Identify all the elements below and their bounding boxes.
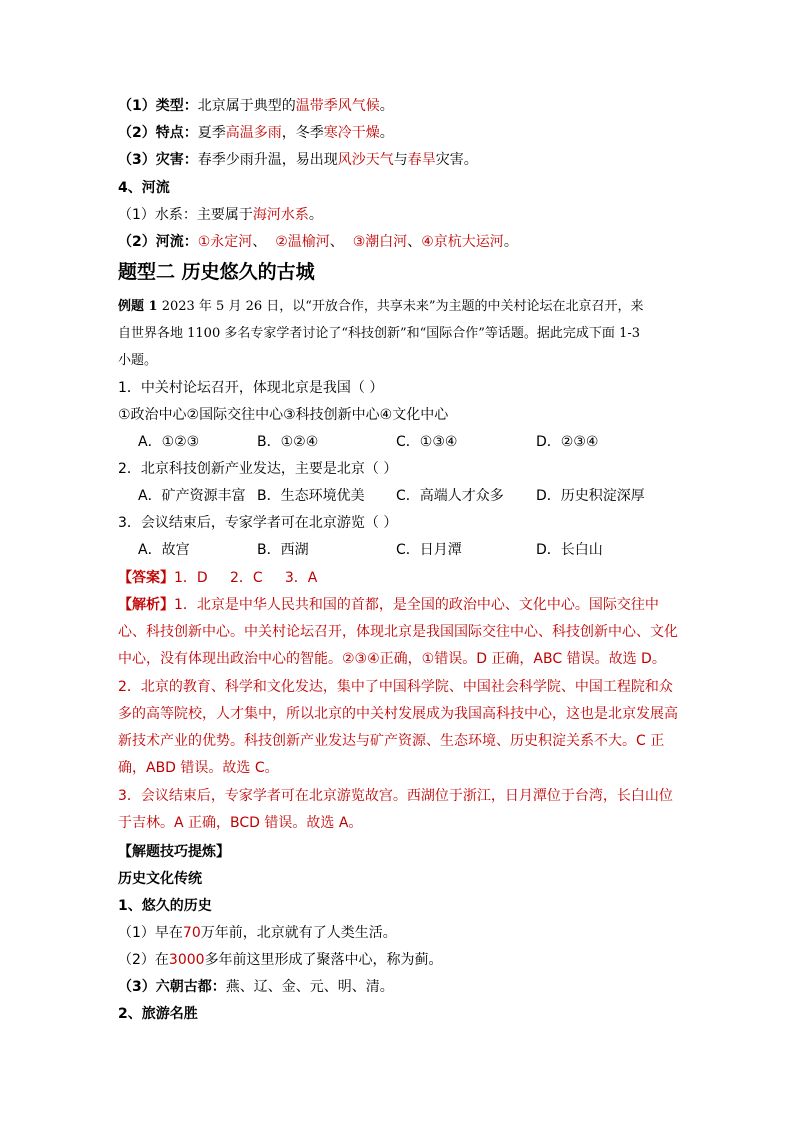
example-text: 2023 年 5 月 26 日，以“开放合作，共享未来”为主题的中关村论坛在北京召开，来 <box>157 299 644 314</box>
keyword: 春旱 <box>407 152 436 168</box>
text: 万年前，北京就有了人类生活。 <box>200 925 397 941</box>
tourism-heading: 2、旅游名胜 <box>118 1006 198 1022</box>
answer-text: 1．D 2．C 3．A <box>174 570 318 586</box>
question-1-stem: 1．中关村论坛召开，体现北京是我国（ ） <box>118 380 384 396</box>
text: 灾害。 <box>435 152 478 168</box>
river-item: ②温榆河 <box>275 234 330 250</box>
question-2-option-b: B．生态环境优美 <box>257 488 365 504</box>
climate-disaster-label: （3）灾害： <box>118 152 198 168</box>
punct: 、 <box>407 234 422 250</box>
climate-disaster-line <box>118 150 478 170</box>
text: 多年前这里形成了聚落中心，称为蓟。 <box>204 952 443 968</box>
punct: 。 <box>379 125 394 141</box>
text: 夏季 <box>197 125 226 141</box>
keyword: 70 <box>182 925 201 941</box>
history-line-1 <box>118 923 397 943</box>
question-3-option-b: B．西湖 <box>257 542 309 558</box>
text: （2）在 <box>118 952 169 968</box>
question-1-option-c: C．①③④ <box>396 434 458 450</box>
question-3-stem: 3．会议结束后，专家学者可在北京游览（ ） <box>118 515 398 531</box>
river-heading: 4、河流 <box>118 180 170 196</box>
analysis-paragraph-1 <box>118 592 678 673</box>
punct: 、 <box>329 234 344 250</box>
climate-type-keyword: 温带季风气候 <box>295 98 380 114</box>
climate-type-label: （1）类型： <box>118 98 198 114</box>
question-2-option-c: C．高端人才众多 <box>396 488 504 504</box>
keyword: 高温多雨 <box>225 125 282 141</box>
history-heading: 1、悠久的历史 <box>118 898 212 914</box>
history-line-3 <box>118 977 394 997</box>
analysis-paragraph-3: 3．会议结束后，专家学者可在北京游览故宫。西湖位于浙江，日月潭位于台湾，长白山位于吉林。A 正确，BCD 错误。故选 A。 <box>118 788 673 831</box>
river-list-label: （2）河流： <box>118 234 198 250</box>
climate-type-line <box>118 96 394 116</box>
river-item: ④京杭大运河 <box>421 234 504 250</box>
text: 燕、辽、金、元、明、清。 <box>225 979 394 995</box>
tips-subheading: 历史文化传统 <box>118 871 202 887</box>
question-2-stem: 2．北京科技创新产业发达，主要是北京（ ） <box>118 461 398 477</box>
river-list-line <box>118 232 518 252</box>
label: （3）六朝古都： <box>118 979 226 995</box>
answer-label: 【答案】 <box>118 570 174 586</box>
keyword: 寒冷干燥 <box>323 125 380 141</box>
question-3-option-d: D．长白山 <box>536 542 603 558</box>
river-system-line <box>118 205 323 225</box>
question-3-option-a: A．故宫 <box>138 542 190 558</box>
punct: 。 <box>503 234 518 250</box>
river-item: ③潮白河 <box>352 234 408 250</box>
history-line-2 <box>118 950 443 970</box>
example-line-3: 小题。 <box>118 353 158 368</box>
question-3-option-c: C．日月潭 <box>396 542 462 558</box>
example-label: 例题 1 <box>118 299 158 314</box>
text: （1）水系：主要属于 <box>118 207 253 223</box>
punct: 。 <box>379 98 394 114</box>
section-title: 题型二 历史悠久的古城 <box>118 261 315 283</box>
analysis-label: 【解析】 <box>118 597 174 613</box>
keyword: 风沙天气 <box>337 152 394 168</box>
analysis-paragraph-2: 2．北京的教育、科学和文化发达，集中了中国科学院、中国社会科学院、中国工程院和众多的高等院校，人才集中，所以北京的中关村发展成为我国高科技中心，这也是北京发展高新技术产业的优势。科技创新产业发达与矿产资源、生态环境、历史积淀关系不大。C 正确，ABD 错误。故选 C。 <box>118 679 678 776</box>
keyword: 海河水系 <box>252 207 309 223</box>
text: ，冬季 <box>281 125 324 141</box>
question-2-option-d: D．历史积淀深厚 <box>536 488 645 504</box>
text: 春季少雨升温，易出现 <box>197 152 338 168</box>
climate-feature-label: （2）特点： <box>118 125 198 141</box>
river-item: ①永定河 <box>197 234 253 250</box>
tips-heading: 【解题技巧提炼】 <box>118 844 230 860</box>
keyword: 3000 <box>168 952 205 968</box>
question-1-option-b: B．①②④ <box>257 434 319 450</box>
answer-line <box>118 568 317 588</box>
example-line-1 <box>118 297 644 317</box>
question-1-option-d: D．②③④ <box>536 434 599 450</box>
text: 与 <box>393 152 408 168</box>
punct: 、 <box>252 234 267 250</box>
question-1-sub: ①政治中心②国际交往中心③科技创新中心④文化中心 <box>118 407 449 423</box>
climate-type-text: 北京属于典型的 <box>197 98 296 114</box>
question-2-option-a: A．矿产资源丰富 <box>138 488 246 504</box>
question-1-option-a: A．①②③ <box>138 434 200 450</box>
punct: 。 <box>308 207 323 223</box>
example-line-2: 自世界各地 1100 多名专家学者讨论了“科技创新”和“国际合作”等话题。据此完成下面 1-3 <box>118 326 640 341</box>
climate-feature-line <box>118 123 394 143</box>
text: （1）早在 <box>118 925 183 941</box>
analysis-text: 1．北京是中华人民共和国的首都，是全国的政治中心、文化中心。国际交往中心、科技创新中心。中关村论坛召开，体现北京是我国国际交往中心、科技创新中心、文化中心，没有体现出政治中心的智能。②③④正确，①错误。D 正确，ABC 错误。故选 D。 <box>118 597 678 667</box>
